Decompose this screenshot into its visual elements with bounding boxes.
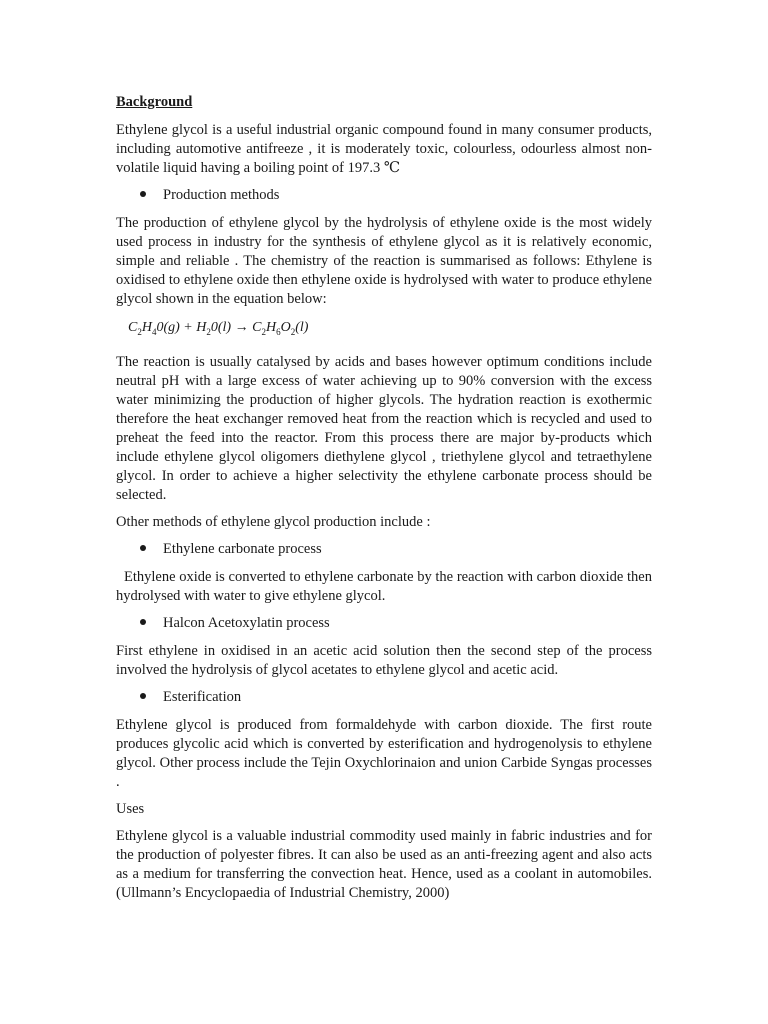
uses-paragraph: Ethylene glycol is a valuable industrial commodity used mainly in fabric industries and for the production of polyester fibres. It can also be used as an anti-freezing agent and also acts as a medium for transferring the convection heat. Hence, used as a coolant in automobiles. (Ullmann’s Encyclopaedia of Industrial Chemistry, 2000) — [116, 827, 652, 901]
background-heading: Background — [116, 94, 193, 110]
bullet-ethylene-carbonate — [116, 540, 652, 559]
bullet-dot-icon — [140, 191, 146, 197]
bullet-dot-icon — [140, 619, 146, 625]
bullet-production-methods — [116, 186, 652, 205]
bullet-label: Ethylene carbonate process — [163, 540, 322, 557]
bullet-esterification — [116, 688, 652, 707]
other-methods-line: Other methods of ethylene glycol production include : — [116, 513, 431, 530]
bullet-label: Esterification — [163, 688, 242, 705]
bullet-label: Production methods — [163, 187, 280, 203]
catalysis-paragraph: The reaction is usually catalysed by acids and bases however optimum conditions include neutral pH with a large excess of water achieving up to 90% conversion with the excess water minimizing the production of higher glycols. The hydration reaction is exothermic therefore the heat exchanger removed heat from the reaction which is recycled and used to preheat the feed into the reactor. From this process there are major by-products which include ethylene glycol oligomers diethylene glycol , triethylene glycol and tetraethylene glycol. In order to achieve a higher selectivity the ethylene carbonate process should be selected. — [116, 353, 652, 503]
carbonate-paragraph: Ethylene oxide is converted to ethylene carbonate by the reaction with carbon dioxide then hydrolysed with water to give ethylene glycol. — [116, 568, 652, 604]
bullet-dot-icon — [140, 693, 146, 699]
reaction-equation: $C_2H_40(g) + H_20(l) \to C_2H_6O_2(l)$ — [128, 320, 309, 337]
esterification-paragraph: Ethylene glycol is produced from formaldehyde with carbon dioxide. The first route produces glycolic acid which is converted by esterification and hydrogenolysis to ethylene glycol. Other process include the Tejin Oxychlorinaion and union Carbide Syngas processes . — [116, 716, 652, 790]
bullet-label: Halcon Acetoxylatin process — [163, 614, 330, 631]
production-paragraph: The production of ethylene glycol by the hydrolysis of ethylene oxide is the most widely used process in industry for the synthesis of ethylene glycol as it is relatively economic, simple and reliable . The chemistry of the reaction is summarised as follows: Ethylene is oxidised to ethylene oxide then ethylene oxide is hydrolysed with water to produce ethylene glycol shown in the equation below: — [116, 215, 652, 307]
bullet-halcon — [116, 614, 652, 633]
halcon-paragraph: First ethylene in oxidised in an acetic acid solution then the second step of the process involved the hydrolysis of glycol acetates to ethylene glycol and acetic acid. — [116, 642, 652, 678]
uses-heading: Uses — [116, 800, 145, 817]
intro-paragraph: Ethylene glycol is a useful industrial organic compound found in many consumer products, including automotive antifreeze , it is moderately toxic, colourless, odourless almost non-volatile liquid having a boiling point of 197.3 ℃ — [116, 122, 652, 176]
bullet-dot-icon — [140, 545, 146, 551]
